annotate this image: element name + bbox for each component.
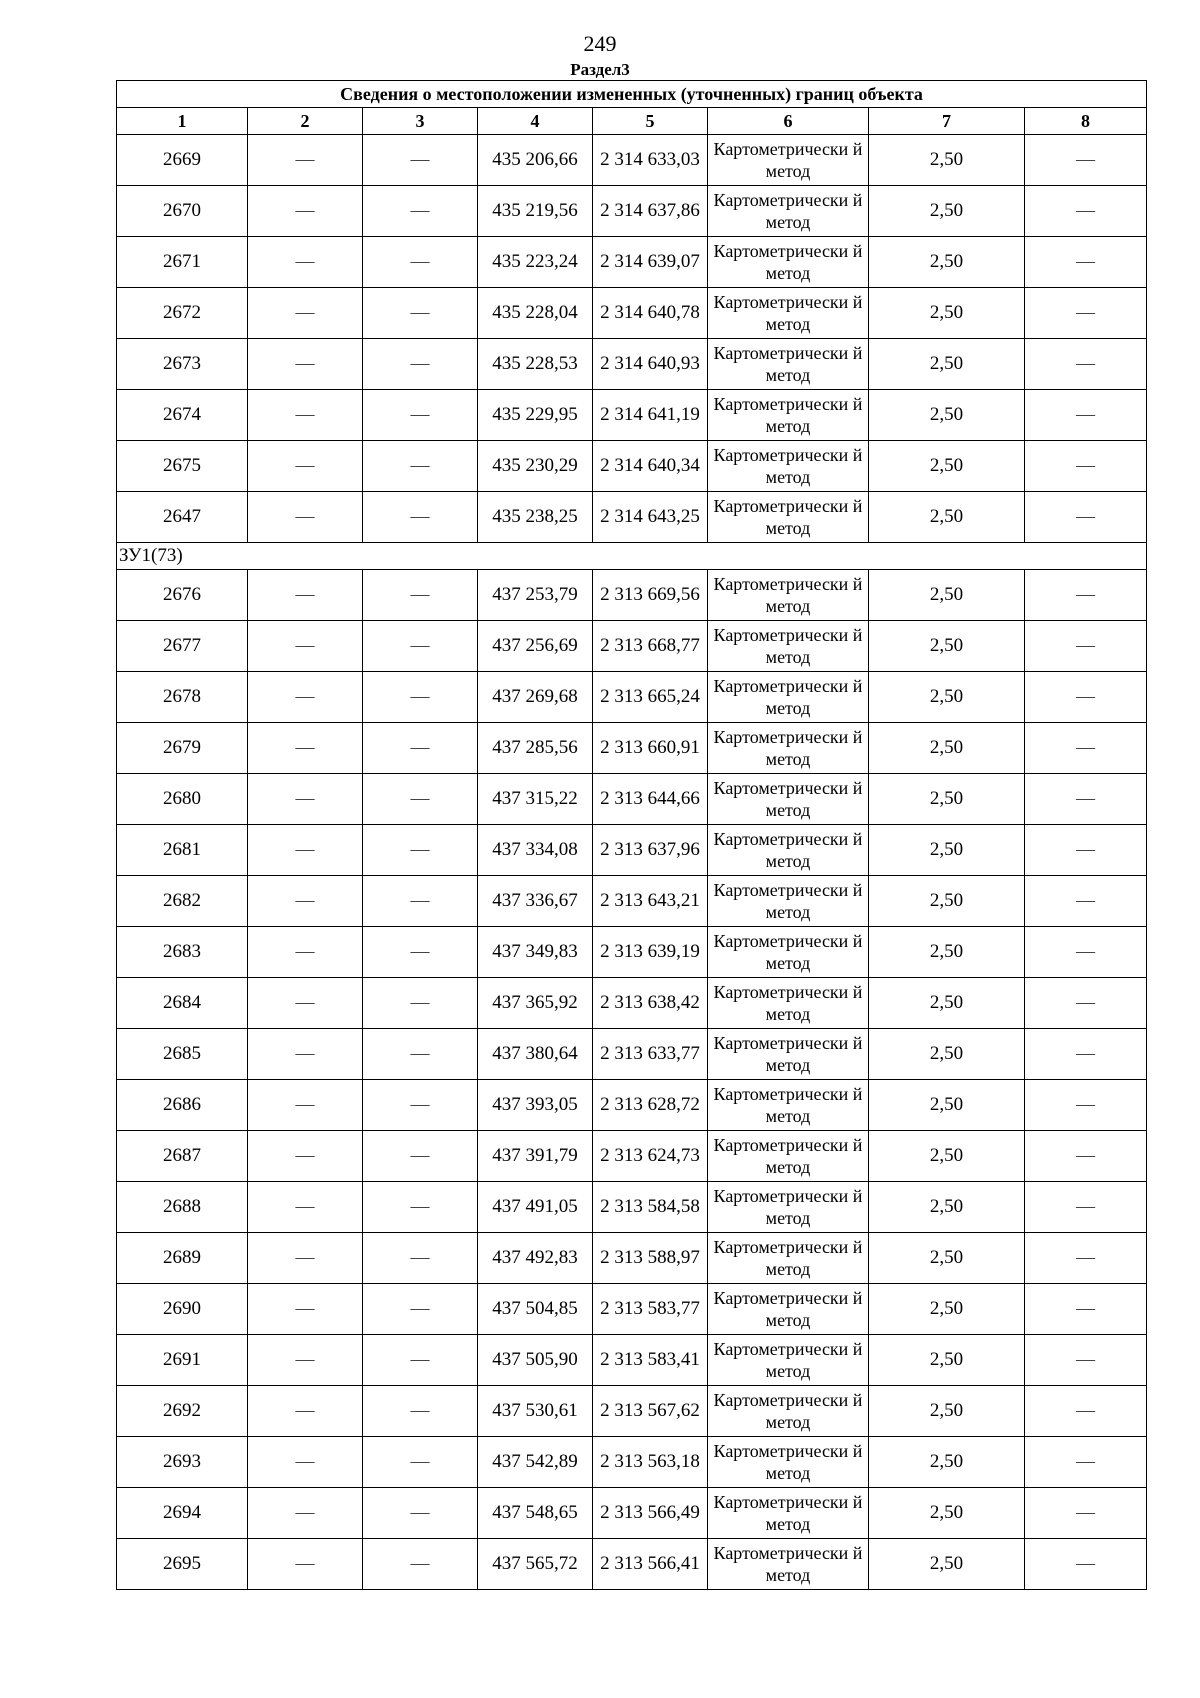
column-8-cell: — [1025,1029,1147,1080]
table-row [117,1488,1147,1539]
coordinate-x-cell: 435 229,95 [478,390,593,441]
column-8-cell: — [1025,1386,1147,1437]
column-8-cell: — [1025,774,1147,825]
table-row [117,672,1147,723]
coordinate-y-cell: 2 314 640,93 [593,339,708,390]
coordinate-x-cell: 435 230,29 [478,441,593,492]
point-number-cell: 2688 [117,1182,248,1233]
column-header: 7 [869,108,1025,135]
coordinate-x-cell: 437 285,56 [478,723,593,774]
column-2-cell: — [248,825,363,876]
method-cell: Картометрически й метод [708,1080,869,1131]
column-2-cell: — [248,339,363,390]
column-3-cell: — [363,186,478,237]
column-3-cell: — [363,774,478,825]
point-number-cell: 2647 [117,492,248,543]
coordinate-y-cell: 2 313 644,66 [593,774,708,825]
column-2-cell: — [248,774,363,825]
coordinate-y-cell: 2 313 584,58 [593,1182,708,1233]
method-cell: Картометрически й метод [708,1284,869,1335]
coordinate-y-cell: 2 313 583,77 [593,1284,708,1335]
column-header: 1 [117,108,248,135]
coordinate-x-cell: 437 365,92 [478,978,593,1029]
column-2-cell: — [248,978,363,1029]
accuracy-cell: 2,50 [869,672,1025,723]
coordinate-y-cell: 2 313 628,72 [593,1080,708,1131]
accuracy-cell: 2,50 [869,621,1025,672]
accuracy-cell: 2,50 [869,1080,1025,1131]
coordinate-y-cell: 2 314 640,34 [593,441,708,492]
table-row [117,135,1147,186]
coordinate-y-cell: 2 313 624,73 [593,1131,708,1182]
column-8-cell: — [1025,288,1147,339]
coordinate-x-cell: 437 505,90 [478,1335,593,1386]
coordinate-y-cell: 2 313 567,62 [593,1386,708,1437]
column-8-cell: — [1025,723,1147,774]
method-cell: Картометрически й метод [708,339,869,390]
coordinate-y-cell: 2 313 639,19 [593,927,708,978]
page-number: 249 [583,31,617,56]
table-row [117,774,1147,825]
group-row [117,543,1147,570]
table-row [117,723,1147,774]
column-2-cell: — [248,135,363,186]
column-3-cell: — [363,1131,478,1182]
column-8-cell: — [1025,672,1147,723]
column-2-cell: — [248,1080,363,1131]
column-8-cell: — [1025,441,1147,492]
accuracy-cell: 2,50 [869,1437,1025,1488]
table-row [117,1233,1147,1284]
column-8-cell: — [1025,135,1147,186]
method-cell: Картометрически й метод [708,1029,869,1080]
method-cell: Картометрически й метод [708,774,869,825]
column-2-cell: — [248,876,363,927]
column-3-cell: — [363,570,478,621]
coordinate-y-cell: 2 313 563,18 [593,1437,708,1488]
coordinate-x-cell: 435 228,04 [478,288,593,339]
coordinate-y-cell: 2 313 660,91 [593,723,708,774]
method-cell: Картометрически й метод [708,876,869,927]
table-row [117,1539,1147,1590]
coordinate-x-cell: 437 393,05 [478,1080,593,1131]
accuracy-cell: 2,50 [869,1539,1025,1590]
coordinate-y-cell: 2 313 668,77 [593,621,708,672]
column-3-cell: — [363,237,478,288]
column-8-cell: — [1025,1539,1147,1590]
column-header: 4 [478,108,593,135]
method-cell: Картометрически й метод [708,723,869,774]
column-8-cell: — [1025,825,1147,876]
column-3-cell: — [363,492,478,543]
accuracy-cell: 2,50 [869,237,1025,288]
column-8-cell: — [1025,1488,1147,1539]
column-3-cell: — [363,135,478,186]
point-number-cell: 2689 [117,1233,248,1284]
column-2-cell: — [248,441,363,492]
method-cell: Картометрически й метод [708,1488,869,1539]
column-2-cell: — [248,1233,363,1284]
accuracy-cell: 2,50 [869,1233,1025,1284]
column-8-cell: — [1025,1335,1147,1386]
accuracy-cell: 2,50 [869,570,1025,621]
point-number-cell: 2669 [117,135,248,186]
column-8-cell: — [1025,339,1147,390]
column-2-cell: — [248,1335,363,1386]
column-2-cell: — [248,1131,363,1182]
coordinate-y-cell: 2 313 588,97 [593,1233,708,1284]
table-row [117,621,1147,672]
group-label: ЗУ1(73) [117,543,1147,570]
coordinate-x-cell: 437 336,67 [478,876,593,927]
column-3-cell: — [363,1182,478,1233]
column-3-cell: — [363,390,478,441]
coordinate-y-cell: 2 313 669,56 [593,570,708,621]
method-cell: Картометрически й метод [708,1386,869,1437]
point-number-cell: 2670 [117,186,248,237]
column-8-cell: — [1025,876,1147,927]
point-number-cell: 2682 [117,876,248,927]
accuracy-cell: 2,50 [869,1284,1025,1335]
coordinate-y-cell: 2 313 665,24 [593,672,708,723]
table-row [117,927,1147,978]
point-number-cell: 2686 [117,1080,248,1131]
column-header: 2 [248,108,363,135]
boundary-points-table [116,80,1147,1590]
column-3-cell: — [363,927,478,978]
point-number-cell: 2695 [117,1539,248,1590]
coordinate-x-cell: 437 530,61 [478,1386,593,1437]
point-number-cell: 2679 [117,723,248,774]
method-cell: Картометрически й метод [708,288,869,339]
column-3-cell: — [363,876,478,927]
coordinate-y-cell: 2 313 643,21 [593,876,708,927]
point-number-cell: 2673 [117,339,248,390]
column-3-cell: — [363,1437,478,1488]
column-2-cell: — [248,186,363,237]
column-3-cell: — [363,1539,478,1590]
method-cell: Картометрически й метод [708,135,869,186]
point-number-cell: 2675 [117,441,248,492]
column-3-cell: — [363,672,478,723]
accuracy-cell: 2,50 [869,927,1025,978]
column-3-cell: — [363,1233,478,1284]
column-3-cell: — [363,1386,478,1437]
method-cell: Картометрически й метод [708,1437,869,1488]
column-2-cell: — [248,1539,363,1590]
coordinate-x-cell: 437 315,22 [478,774,593,825]
column-2-cell: — [248,288,363,339]
coordinate-y-cell: 2 314 640,78 [593,288,708,339]
method-cell: Картометрически й метод [708,978,869,1029]
column-8-cell: — [1025,237,1147,288]
point-number-cell: 2684 [117,978,248,1029]
coordinate-x-cell: 435 223,24 [478,237,593,288]
coordinate-x-cell: 437 253,79 [478,570,593,621]
coordinate-x-cell: 437 542,89 [478,1437,593,1488]
column-8-cell: — [1025,1182,1147,1233]
table-row [117,441,1147,492]
column-2-cell: — [248,570,363,621]
column-header: 3 [363,108,478,135]
coordinate-x-cell: 437 256,69 [478,621,593,672]
accuracy-cell: 2,50 [869,1488,1025,1539]
coordinate-x-cell: 435 206,66 [478,135,593,186]
accuracy-cell: 2,50 [869,135,1025,186]
column-2-cell: — [248,237,363,288]
column-2-cell: — [248,390,363,441]
accuracy-cell: 2,50 [869,1182,1025,1233]
coordinate-x-cell: 435 238,25 [478,492,593,543]
table-row [117,237,1147,288]
method-cell: Картометрически й метод [708,621,869,672]
coordinate-y-cell: 2 313 638,42 [593,978,708,1029]
method-cell: Картометрически й метод [708,1131,869,1182]
coordinate-x-cell: 437 334,08 [478,825,593,876]
accuracy-cell: 2,50 [869,390,1025,441]
column-8-cell: — [1025,1131,1147,1182]
coordinate-x-cell: 437 504,85 [478,1284,593,1335]
accuracy-cell: 2,50 [869,876,1025,927]
point-number-cell: 2672 [117,288,248,339]
table-row [117,1335,1147,1386]
point-number-cell: 2694 [117,1488,248,1539]
coordinate-y-cell: 2 313 637,96 [593,825,708,876]
column-3-cell: — [363,339,478,390]
point-number-cell: 2691 [117,1335,248,1386]
coordinate-x-cell: 437 349,83 [478,927,593,978]
coordinate-y-cell: 2 313 583,41 [593,1335,708,1386]
column-2-cell: — [248,927,363,978]
column-8-cell: — [1025,390,1147,441]
table-row [117,1437,1147,1488]
accuracy-cell: 2,50 [869,339,1025,390]
column-8-cell: — [1025,492,1147,543]
section-title: Раздел3 [570,60,630,79]
point-number-cell: 2690 [117,1284,248,1335]
coordinate-x-cell: 435 219,56 [478,186,593,237]
coordinate-x-cell: 437 548,65 [478,1488,593,1539]
method-cell: Картометрически й метод [708,825,869,876]
method-cell: Картометрически й метод [708,237,869,288]
method-cell: Картометрически й метод [708,570,869,621]
column-3-cell: — [363,978,478,1029]
table-row [117,1284,1147,1335]
method-cell: Картометрически й метод [708,186,869,237]
accuracy-cell: 2,50 [869,978,1025,1029]
coordinate-y-cell: 2 313 566,49 [593,1488,708,1539]
point-number-cell: 2677 [117,621,248,672]
point-number-cell: 2678 [117,672,248,723]
table-caption: Сведения о местоположении измененных (уточненных) границ объекта [117,81,1147,108]
table-row [117,978,1147,1029]
accuracy-cell: 2,50 [869,774,1025,825]
point-number-cell: 2671 [117,237,248,288]
coordinate-x-cell: 437 380,64 [478,1029,593,1080]
method-cell: Картометрически й метод [708,1335,869,1386]
coordinate-x-cell: 437 391,79 [478,1131,593,1182]
table-row [117,186,1147,237]
table-row [117,1182,1147,1233]
column-3-cell: — [363,723,478,774]
column-3-cell: — [363,1029,478,1080]
method-cell: Картометрически й метод [708,927,869,978]
coordinate-y-cell: 2 314 637,86 [593,186,708,237]
point-number-cell: 2692 [117,1386,248,1437]
method-cell: Картометрически й метод [708,1539,869,1590]
accuracy-cell: 2,50 [869,723,1025,774]
method-cell: Картометрически й метод [708,492,869,543]
column-3-cell: — [363,288,478,339]
column-2-cell: — [248,672,363,723]
table-row [117,876,1147,927]
table-row [117,1029,1147,1080]
column-2-cell: — [248,1284,363,1335]
point-number-cell: 2674 [117,390,248,441]
column-8-cell: — [1025,621,1147,672]
table-body [117,135,1147,1590]
table-row [117,570,1147,621]
coordinate-x-cell: 435 228,53 [478,339,593,390]
point-number-cell: 2687 [117,1131,248,1182]
table-row [117,1080,1147,1131]
coordinate-y-cell: 2 314 643,25 [593,492,708,543]
point-number-cell: 2680 [117,774,248,825]
column-8-cell: — [1025,927,1147,978]
point-number-cell: 2693 [117,1437,248,1488]
coordinate-y-cell: 2 314 633,03 [593,135,708,186]
column-header: 6 [708,108,869,135]
column-2-cell: — [248,1182,363,1233]
column-2-cell: — [248,1386,363,1437]
column-2-cell: — [248,1029,363,1080]
column-3-cell: — [363,1335,478,1386]
coordinate-y-cell: 2 313 566,41 [593,1539,708,1590]
method-cell: Картометрически й метод [708,672,869,723]
table-row [117,492,1147,543]
coordinate-x-cell: 437 269,68 [478,672,593,723]
accuracy-cell: 2,50 [869,288,1025,339]
accuracy-cell: 2,50 [869,1029,1025,1080]
column-8-cell: — [1025,1437,1147,1488]
column-3-cell: — [363,1080,478,1131]
coordinate-x-cell: 437 492,83 [478,1233,593,1284]
column-2-cell: — [248,492,363,543]
column-2-cell: — [248,723,363,774]
accuracy-cell: 2,50 [869,441,1025,492]
accuracy-cell: 2,50 [869,492,1025,543]
column-2-cell: — [248,1437,363,1488]
accuracy-cell: 2,50 [869,1335,1025,1386]
column-3-cell: — [363,1488,478,1539]
coordinate-y-cell: 2 314 639,07 [593,237,708,288]
column-header: 5 [593,108,708,135]
accuracy-cell: 2,50 [869,186,1025,237]
column-2-cell: — [248,621,363,672]
column-8-cell: — [1025,1233,1147,1284]
column-3-cell: — [363,825,478,876]
point-number-cell: 2681 [117,825,248,876]
table-row [117,1131,1147,1182]
column-8-cell: — [1025,186,1147,237]
coordinate-y-cell: 2 313 633,77 [593,1029,708,1080]
coordinate-y-cell: 2 314 641,19 [593,390,708,441]
method-cell: Картометрически й метод [708,390,869,441]
table-row [117,339,1147,390]
coordinate-x-cell: 437 565,72 [478,1539,593,1590]
accuracy-cell: 2,50 [869,825,1025,876]
accuracy-cell: 2,50 [869,1131,1025,1182]
point-number-cell: 2685 [117,1029,248,1080]
column-3-cell: — [363,1284,478,1335]
column-2-cell: — [248,1488,363,1539]
method-cell: Картометрически й метод [708,1182,869,1233]
table-row [117,390,1147,441]
column-3-cell: — [363,621,478,672]
column-8-cell: — [1025,1080,1147,1131]
point-number-cell: 2683 [117,927,248,978]
accuracy-cell: 2,50 [869,1386,1025,1437]
method-cell: Картометрически й метод [708,441,869,492]
point-number-cell: 2676 [117,570,248,621]
table-row [117,288,1147,339]
column-8-cell: — [1025,978,1147,1029]
table-row [117,825,1147,876]
column-8-cell: — [1025,1284,1147,1335]
column-3-cell: — [363,441,478,492]
method-cell: Картометрически й метод [708,1233,869,1284]
table-row [117,1386,1147,1437]
coordinate-x-cell: 437 491,05 [478,1182,593,1233]
column-8-cell: — [1025,570,1147,621]
column-header: 8 [1025,108,1147,135]
